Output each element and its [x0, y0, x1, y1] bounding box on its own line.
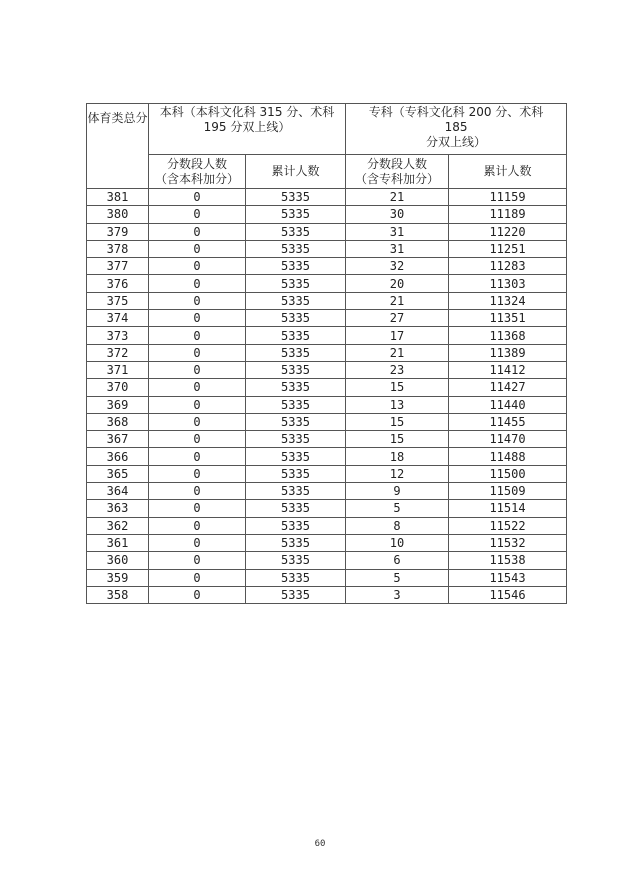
bachelor-count-cell: 0: [149, 310, 246, 327]
associate-count-cell: 3: [346, 586, 449, 603]
bachelor-cumulative-cell: 5335: [246, 517, 346, 534]
bachelor-cumulative-cell: 5335: [246, 465, 346, 482]
table-row: [87, 517, 567, 534]
bachelor-cumulative-cell: 5335: [246, 379, 346, 396]
bachelor-cumulative-cell: 5335: [246, 431, 346, 448]
associate-count-cell: 5: [346, 500, 449, 517]
header-associate-count: [346, 155, 449, 189]
associate-count-cell: 12: [346, 465, 449, 482]
header-bachelor-line1: 本科（本科文化科 315 分、术科: [159, 105, 335, 119]
header-associate-line1: 专科（专科文化科 200 分、术科: [368, 105, 544, 119]
bachelor-cumulative-cell: 5335: [246, 552, 346, 569]
bachelor-cumulative-cell: 5335: [246, 500, 346, 517]
bachelor-cumulative-cell: 5335: [246, 327, 346, 344]
associate-count-cell: 32: [346, 258, 449, 275]
associate-cumulative-cell: 11532: [449, 534, 567, 551]
bachelor-count-cell: 0: [149, 344, 246, 361]
associate-count-cell: 6: [346, 552, 449, 569]
score-cell: 374: [87, 310, 149, 327]
bachelor-count-cell: 0: [149, 517, 246, 534]
associate-cumulative-cell: 11538: [449, 552, 567, 569]
score-cell: 379: [87, 223, 149, 240]
bachelor-cumulative-cell: 5335: [246, 361, 346, 378]
associate-count-cell: 8: [346, 517, 449, 534]
table-row: [87, 361, 567, 378]
header-bachelor-cumulative: [246, 155, 346, 189]
header-total-score: [87, 104, 149, 189]
bachelor-count-cell: 0: [149, 465, 246, 482]
associate-count-cell: 15: [346, 379, 449, 396]
table-row: [87, 552, 567, 569]
bachelor-count-cell: 0: [149, 396, 246, 413]
bachelor-count-cell: 0: [149, 292, 246, 309]
bachelor-count-cell: 0: [149, 258, 246, 275]
table-row: [87, 396, 567, 413]
header-bachelor-count: [149, 155, 246, 189]
associate-count-cell: 5: [346, 569, 449, 586]
associate-cumulative-cell: 11303: [449, 275, 567, 292]
table-row: [87, 379, 567, 396]
associate-count-cell: 17: [346, 327, 449, 344]
header-associate-cumulative: [449, 155, 567, 189]
bachelor-cumulative-cell: 5335: [246, 586, 346, 603]
table-row: [87, 240, 567, 257]
associate-cumulative-cell: 11546: [449, 586, 567, 603]
bachelor-count-cell: 0: [149, 189, 246, 206]
associate-count-cell: 27: [346, 310, 449, 327]
bachelor-count-cell: 0: [149, 431, 246, 448]
header-bachelor-count-line1: 分数段人数: [166, 156, 227, 171]
table-row: [87, 586, 567, 603]
bachelor-cumulative-cell: 5335: [246, 483, 346, 500]
score-cell: 363: [87, 500, 149, 517]
associate-cumulative-cell: 11427: [449, 379, 567, 396]
table-row: [87, 413, 567, 430]
associate-count-cell: 31: [346, 240, 449, 257]
table-row: [87, 500, 567, 517]
table-row: [87, 465, 567, 482]
associate-count-cell: 21: [346, 344, 449, 361]
score-cell: 378: [87, 240, 149, 257]
associate-cumulative-cell: 11522: [449, 517, 567, 534]
bachelor-count-cell: 0: [149, 569, 246, 586]
score-cell: 368: [87, 413, 149, 430]
score-cell: 358: [87, 586, 149, 603]
associate-cumulative-cell: 11509: [449, 483, 567, 500]
associate-count-cell: 23: [346, 361, 449, 378]
associate-cumulative-cell: 11159: [449, 189, 567, 206]
score-cell: 365: [87, 465, 149, 482]
bachelor-cumulative-cell: 5335: [246, 206, 346, 223]
bachelor-cumulative-cell: 5335: [246, 275, 346, 292]
bachelor-count-cell: 0: [149, 500, 246, 517]
header-bachelor-line2: 195 分双上线）: [203, 120, 291, 134]
score-cell: 376: [87, 275, 149, 292]
table-row: [87, 569, 567, 586]
bachelor-count-cell: 0: [149, 223, 246, 240]
bachelor-count-cell: 0: [149, 586, 246, 603]
associate-cumulative-cell: 11500: [449, 465, 567, 482]
table-row: [87, 344, 567, 361]
table-row: [87, 275, 567, 292]
bachelor-cumulative-cell: 5335: [246, 534, 346, 551]
associate-cumulative-cell: 11488: [449, 448, 567, 465]
associate-cumulative-cell: 11189: [449, 206, 567, 223]
bachelor-cumulative-cell: 5335: [246, 396, 346, 413]
bachelor-cumulative-cell: 5335: [246, 240, 346, 257]
table-row: [87, 327, 567, 344]
associate-cumulative-cell: 11324: [449, 292, 567, 309]
bachelor-count-cell: 0: [149, 413, 246, 430]
score-cell: 361: [87, 534, 149, 551]
bachelor-count-cell: 0: [149, 275, 246, 292]
table-row: [87, 292, 567, 309]
associate-cumulative-cell: 11251: [449, 240, 567, 257]
bachelor-count-cell: 0: [149, 448, 246, 465]
score-cell: 359: [87, 569, 149, 586]
header-associate-group: [346, 104, 567, 155]
associate-cumulative-cell: 11283: [449, 258, 567, 275]
score-cell: 375: [87, 292, 149, 309]
associate-cumulative-cell: 11389: [449, 344, 567, 361]
table-row: [87, 534, 567, 551]
score-cell: 366: [87, 448, 149, 465]
bachelor-count-cell: 0: [149, 206, 246, 223]
associate-count-cell: 13: [346, 396, 449, 413]
score-cell: 381: [87, 189, 149, 206]
associate-count-cell: 15: [346, 413, 449, 430]
bachelor-cumulative-cell: 5335: [246, 292, 346, 309]
table-row: [87, 189, 567, 206]
table-row: [87, 431, 567, 448]
bachelor-cumulative-cell: 5335: [246, 223, 346, 240]
score-cell: 371: [87, 361, 149, 378]
associate-count-cell: 21: [346, 292, 449, 309]
associate-cumulative-cell: 11543: [449, 569, 567, 586]
associate-count-cell: 15: [346, 431, 449, 448]
associate-cumulative-cell: 11440: [449, 396, 567, 413]
associate-count-cell: 20: [346, 275, 449, 292]
bachelor-cumulative-cell: 5335: [246, 344, 346, 361]
bachelor-count-cell: 0: [149, 534, 246, 551]
associate-count-cell: 21: [346, 189, 449, 206]
associate-count-cell: 18: [346, 448, 449, 465]
associate-count-cell: 31: [346, 223, 449, 240]
bachelor-cumulative-cell: 5335: [246, 569, 346, 586]
score-distribution-table: [86, 103, 567, 604]
bachelor-count-cell: 0: [149, 552, 246, 569]
header-bachelor-cumulative-label: 累计人数: [271, 164, 320, 178]
table-row: [87, 258, 567, 275]
table-row: [87, 483, 567, 500]
associate-count-cell: 30: [346, 206, 449, 223]
header-associate-line3: 分双上线）: [426, 135, 487, 149]
bachelor-cumulative-cell: 5335: [246, 189, 346, 206]
table-row: [87, 310, 567, 327]
header-total-score-label: 体育类总分: [87, 111, 148, 125]
associate-cumulative-cell: 11470: [449, 431, 567, 448]
bachelor-count-cell: 0: [149, 361, 246, 378]
bachelor-cumulative-cell: 5335: [246, 258, 346, 275]
associate-cumulative-cell: 11220: [449, 223, 567, 240]
header-associate-count-line1: 分数段人数: [367, 156, 428, 171]
score-cell: 370: [87, 379, 149, 396]
bachelor-count-cell: 0: [149, 483, 246, 500]
header-associate-line2: 185: [444, 120, 468, 134]
associate-count-cell: 9: [346, 483, 449, 500]
header-bachelor-count-line2: （含本科加分）: [154, 171, 239, 186]
associate-cumulative-cell: 11455: [449, 413, 567, 430]
page-number: 60: [314, 839, 326, 849]
associate-count-cell: 10: [346, 534, 449, 551]
associate-cumulative-cell: 11514: [449, 500, 567, 517]
score-cell: 364: [87, 483, 149, 500]
bachelor-cumulative-cell: 5335: [246, 310, 346, 327]
table-body: [87, 189, 567, 604]
score-cell: 367: [87, 431, 149, 448]
bachelor-count-cell: 0: [149, 379, 246, 396]
score-cell: 372: [87, 344, 149, 361]
table-row: [87, 206, 567, 223]
header-associate-cumulative-label: 累计人数: [483, 164, 532, 178]
bachelor-count-cell: 0: [149, 327, 246, 344]
header-associate-count-line2: （含专科加分）: [355, 171, 440, 186]
associate-cumulative-cell: 11412: [449, 361, 567, 378]
bachelor-cumulative-cell: 5335: [246, 448, 346, 465]
bachelor-count-cell: 0: [149, 240, 246, 257]
associate-cumulative-cell: 11351: [449, 310, 567, 327]
score-cell: 362: [87, 517, 149, 534]
bachelor-cumulative-cell: 5335: [246, 413, 346, 430]
score-cell: 360: [87, 552, 149, 569]
score-cell: 369: [87, 396, 149, 413]
associate-cumulative-cell: 11368: [449, 327, 567, 344]
table-row: [87, 223, 567, 240]
score-cell: 373: [87, 327, 149, 344]
score-cell: 377: [87, 258, 149, 275]
table-row: [87, 448, 567, 465]
score-cell: 380: [87, 206, 149, 223]
header-bachelor-group: [149, 104, 346, 155]
